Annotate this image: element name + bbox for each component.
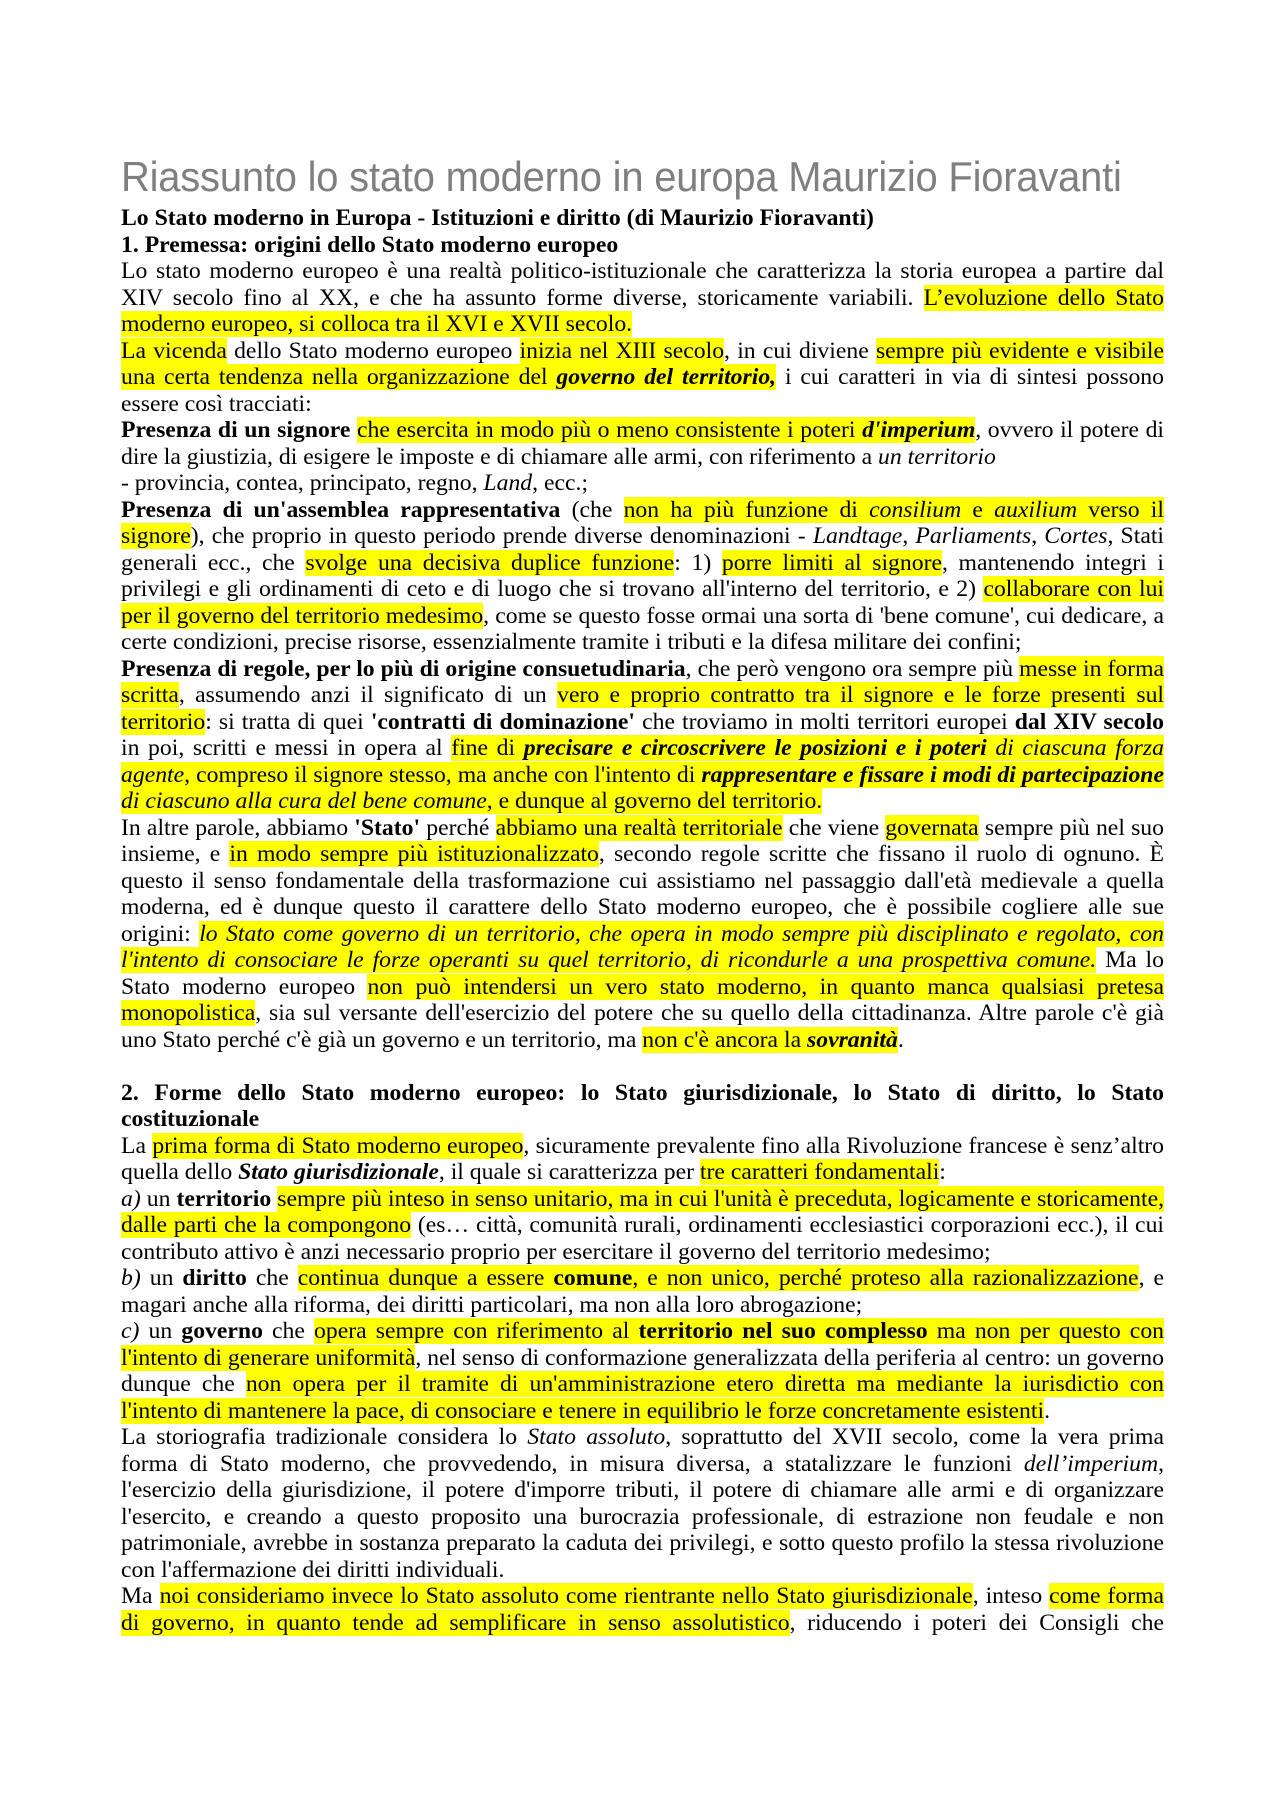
highlighted-text: come forma di governo, in quanto tende ad semplificare in senso assolutistico <box>121 1583 1164 1636</box>
paragraph <box>121 1265 1164 1318</box>
text-run: Presenza di regole, per lo più di origine consuetudinaria <box>121 655 686 682</box>
text-run: (es… città, comunità rurali, ordinamenti ecclesiastici corporazioni ecc.), il cui contributo attivo è anzi necessario proprio per esercitare il governo del territorio medesimo; <box>121 1212 1164 1265</box>
text-run: Land <box>483 470 533 496</box>
highlighted-text: rappresentare e fissare i modi di partecipazione <box>701 761 1164 788</box>
text-run: che <box>246 1265 298 1291</box>
blank-line <box>121 1053 1164 1080</box>
text-run: , nel senso di conformazione generalizzata della periferia al centro: un governo dunque che <box>121 1344 1164 1397</box>
paragraph <box>121 656 1164 815</box>
highlighted-text: non ha più funzione di <box>623 496 870 523</box>
text-run: dell’imperium <box>1023 1450 1159 1477</box>
text-run: Ma <box>121 1583 160 1609</box>
highlighted-text: verso il signore <box>121 496 1164 549</box>
text-run: un territorio <box>878 443 996 470</box>
highlighted-text: abbiamo una realtà territoriale <box>495 814 783 841</box>
document-body <box>121 205 1164 1636</box>
text-run: , che però vengono ora sempre più <box>685 655 1020 682</box>
text-run: , come se questo fosse ormai una sorta di 'bene comune', cui dedicare, a certe condizioni, precise risorse, essenzialmente tramite i tributi e la difesa militare dei confini; <box>121 602 1164 655</box>
highlighted-text: opera sempre con riferimento al <box>314 1318 639 1344</box>
highlighted-text: prima forma di Stato moderno europeo <box>152 1132 524 1159</box>
paragraph <box>121 1186 1164 1266</box>
text-run: : 1) <box>674 549 722 576</box>
text-run: , mantenendo integri i privilegi e gli ordinamenti di ceto e di luogo che si trovano all'interno del territorio, e 2) <box>121 549 1164 602</box>
paragraph <box>121 470 1164 497</box>
text-run: , assumendo anzi il significato di un <box>178 682 558 708</box>
text-run: Presenza di un'assemblea rappresentativa <box>121 496 561 523</box>
highlighted-text: precisare e circoscrivere le posizioni e i poteri <box>523 735 987 761</box>
text-run: 'contratti di dominazione' <box>370 708 636 735</box>
highlighted-text: L’evoluzione dello Stato moderno europeo, si colloca tra il XVI e XVII secolo. <box>121 284 1164 337</box>
highlighted-text: non opera per il tramite di un'amministrazione etero diretta ma mediante la iurisdictio con l'intento di mantenere la pace, di consociare e tenere in equilibrio le forze concretamente esistenti <box>121 1371 1164 1424</box>
highlighted-text: porre limiti al signore <box>721 549 942 576</box>
text-run: : <box>939 1159 946 1185</box>
highlighted-text: che esercita in modo più o meno consistente i poteri <box>356 417 863 443</box>
highlighted-text: territorio nel suo complesso <box>638 1318 928 1344</box>
text-run: un <box>139 1318 182 1344</box>
paragraph <box>121 815 1164 1054</box>
highlighted-text: governata <box>885 814 979 841</box>
text-run: Lo Stato moderno in Europa - Istituzioni e diritto (di Maurizio Fioravanti) <box>121 205 874 231</box>
text-run: Stato giurisdizionale <box>238 1159 439 1185</box>
text-run: Lo stato moderno europeo è una realtà politico-istituzionale che caratterizza la storia europea a partire dal XIV secolo fino al XX, e che ha assunto forme diverse, storicamente variabili. <box>121 258 1164 311</box>
highlighted-text: e <box>961 496 995 523</box>
text-run: che viene <box>782 814 886 841</box>
highlighted-text: , e non unico, perché proteso alla razionalizzazione <box>632 1265 1139 1291</box>
paragraph <box>121 1583 1164 1636</box>
text-run: che troviamo in molti territori europei <box>635 708 1015 735</box>
highlighted-text: auxilium <box>994 496 1078 523</box>
highlighted-text: noi consideriamo invece lo Stato assoluto come rientrante nello Stato giurisdizionale <box>159 1583 973 1609</box>
text-run: dello Stato moderno europeo <box>226 337 520 364</box>
section-heading <box>121 205 1164 232</box>
text-run: , ecc.; <box>532 470 589 496</box>
text-run: , il quale si caratterizza per <box>438 1159 700 1185</box>
text-run: Cortes <box>1044 523 1108 549</box>
text-run: un <box>140 1265 183 1291</box>
text-run: dal XIV secolo <box>1014 708 1165 735</box>
text-run: diritto <box>182 1265 247 1291</box>
text-run: governo <box>181 1318 263 1344</box>
text-run: , sicuramente prevalente fino alla Rivoluzione francese è senz’altro quella dello <box>121 1132 1165 1185</box>
highlighted-text: svolge una decisiva duplice funzione <box>305 549 675 576</box>
text-run: Parliaments <box>915 523 1032 549</box>
highlighted-text: , e dunque al governo del territorio. <box>486 788 823 814</box>
highlighted-text: lo Stato come governo di un territorio, che opera in modo sempre più disciplinato e regolato, con l'intento di consociare le forze operanti su quel territorio, di ricondurle a una prospettiva comune. <box>121 920 1164 973</box>
text-run: ), che proprio in questo periodo prende diverse denominazioni - <box>190 523 813 549</box>
text-run: , soprattutto del XVII secolo, come la vera prima forma di Stato moderno, che provvedendo, in misura diversa, a statalizzare le funzioni <box>121 1424 1164 1477</box>
highlighted-text: di ciascuno alla cura del bene comune <box>121 788 487 814</box>
text-run: a) <box>121 1185 141 1212</box>
text-run: : si tratta di quei <box>205 708 371 735</box>
text-run: , <box>902 523 916 549</box>
highlighted-text: in modo sempre più istituzionalizzato <box>229 841 599 867</box>
document-title: Riassunto lo stato moderno in europa Maurizio Fioravanti <box>121 153 1122 200</box>
section-heading <box>121 232 1164 259</box>
paragraph <box>121 497 1164 656</box>
section-heading <box>121 1080 1164 1133</box>
text-run: b) <box>121 1265 141 1291</box>
highlighted-text: , compreso il signore stesso, ma anche con l'intento di <box>184 761 702 788</box>
text-run: i cui caratteri in via di sintesi possono essere così tracciati: <box>121 364 1164 417</box>
paragraph <box>121 417 1164 470</box>
text-run: un <box>140 1185 177 1212</box>
text-run: Stato assoluto <box>527 1424 666 1450</box>
highlighted-text: consilium <box>869 496 962 523</box>
text-run: c) <box>121 1318 140 1344</box>
text-run: , l'esercizio della giurisdizione, il potere d'imporre tributi, il potere di chiamare alle armi e di organizzare l'esercito, e creando a questo proposito una burocrazia professionale, di estrazione non feudale e non patrimoniale, avrebbe in sostanza preparato la caduta dei privilegi, e sotto questo profilo la stessa rivoluzione con l'affermazione dei diritti individuali. <box>121 1450 1164 1583</box>
highlighted-text: messe in forma scritta <box>121 655 1165 708</box>
highlighted-text: continua dunque a essere <box>297 1265 554 1291</box>
highlighted-text: inizia nel XIII secolo <box>519 337 725 364</box>
highlighted-text: sovranità <box>807 1026 898 1053</box>
text-run: , in cui diviene <box>724 337 876 364</box>
paragraph <box>121 258 1164 338</box>
text-run: (che <box>560 496 624 523</box>
text-run: , riducendo i poteri dei Consigli che <box>789 1609 1164 1636</box>
highlighted-text: tre caratteri fondamentali <box>699 1159 940 1185</box>
text-run: perché <box>420 814 496 841</box>
highlighted-text: comune <box>553 1265 633 1291</box>
text-run: 'Stato' <box>354 814 421 841</box>
highlighted-text: vero e proprio contratto tra il signore e le forze presenti sul territorio <box>121 682 1164 735</box>
text-run: 1. Premessa: origini dello Stato moderno europeo <box>121 231 619 258</box>
text-run: La <box>121 1132 153 1159</box>
highlighted-text: fine di <box>451 735 524 761</box>
text-run: sempre più nel suo insieme, e <box>121 814 1164 867</box>
highlighted-text: non può intendersi un vero stato moderno, in quanto manca qualsiasi pretesa monopolistica <box>121 973 1165 1026</box>
text-run: 2. Forme dello Stato moderno europeo: lo Stato giurisdizionale, lo Stato di diritto, lo Stato costituzionale <box>121 1079 1164 1132</box>
text-run: In altre parole, abbiamo <box>121 814 355 841</box>
highlighted-text: sempre più evidente e visibile una certa tendenza nella organizzazione del <box>121 337 1165 390</box>
text-run: che <box>262 1318 315 1344</box>
highlighted-text: d'imperium <box>862 417 976 443</box>
text-run: Ma lo Stato moderno europeo <box>121 947 1164 1000</box>
text-run: . <box>1044 1397 1050 1424</box>
highlighted-text: governo del territorio, <box>556 364 777 390</box>
paragraph <box>121 1318 1164 1424</box>
highlighted-text: ma non per questo con l'intento di generare uniformità <box>121 1318 1165 1371</box>
highlighted-text: di ciascuna forza agente <box>121 735 1164 788</box>
paragraph <box>121 1424 1164 1583</box>
text-run: , ovvero il potere di dire la giustizia, di esigere le imposte e di chiamare alle armi, con riferimento a <box>121 417 1164 470</box>
highlighted-text: La vicenda <box>121 337 227 364</box>
text-run: La storiografia tradizionale considera lo <box>121 1424 528 1450</box>
text-run: , e magari anche alla riforma, dei diritti particolari, ma non alla loro abrogazione; <box>121 1265 1164 1318</box>
text-run: . <box>897 1026 904 1053</box>
text-run <box>350 417 357 443</box>
highlighted-text: sempre più inteso in senso unitario, ma in cui l'unità è preceduta, logicamente e storicamente, dalle parti che la compongono <box>121 1185 1165 1238</box>
highlighted-text: collaborare con lui per il governo del territorio medesimo <box>121 576 1164 629</box>
highlighted-text: non c'è ancora la <box>642 1026 808 1053</box>
text-run: Presenza di un signore <box>121 417 351 443</box>
text-run: - provincia, contea, principato, regno, <box>121 470 484 496</box>
text-run: territorio <box>176 1185 272 1212</box>
paragraph <box>121 338 1164 418</box>
text-run: , inteso <box>972 1583 1050 1609</box>
text-run: Landtage <box>812 523 903 549</box>
text-run: , sia sul versante dell'esercizio del potere che su quello della cittadinanza. Altre parole c'è già uno Stato perché c'è già un governo e un territorio, ma <box>121 1000 1164 1053</box>
text-run: , Stati generali ecc., che <box>121 523 1164 576</box>
paragraph <box>121 1133 1164 1186</box>
text-run: , secondo regole scritte che fissano il ruolo di ognuno. È questo il senso fondamentale della trasformazione cui assistiamo nel passaggio dall'età medievale a quella moderna, ed è dunque questo il carattere dello Stato moderno europeo, che è possibile cogliere alle sue origini: <box>121 841 1164 947</box>
text-run: , <box>1031 523 1045 549</box>
text-run: in poi, scritti e messi in opera al <box>121 735 452 761</box>
